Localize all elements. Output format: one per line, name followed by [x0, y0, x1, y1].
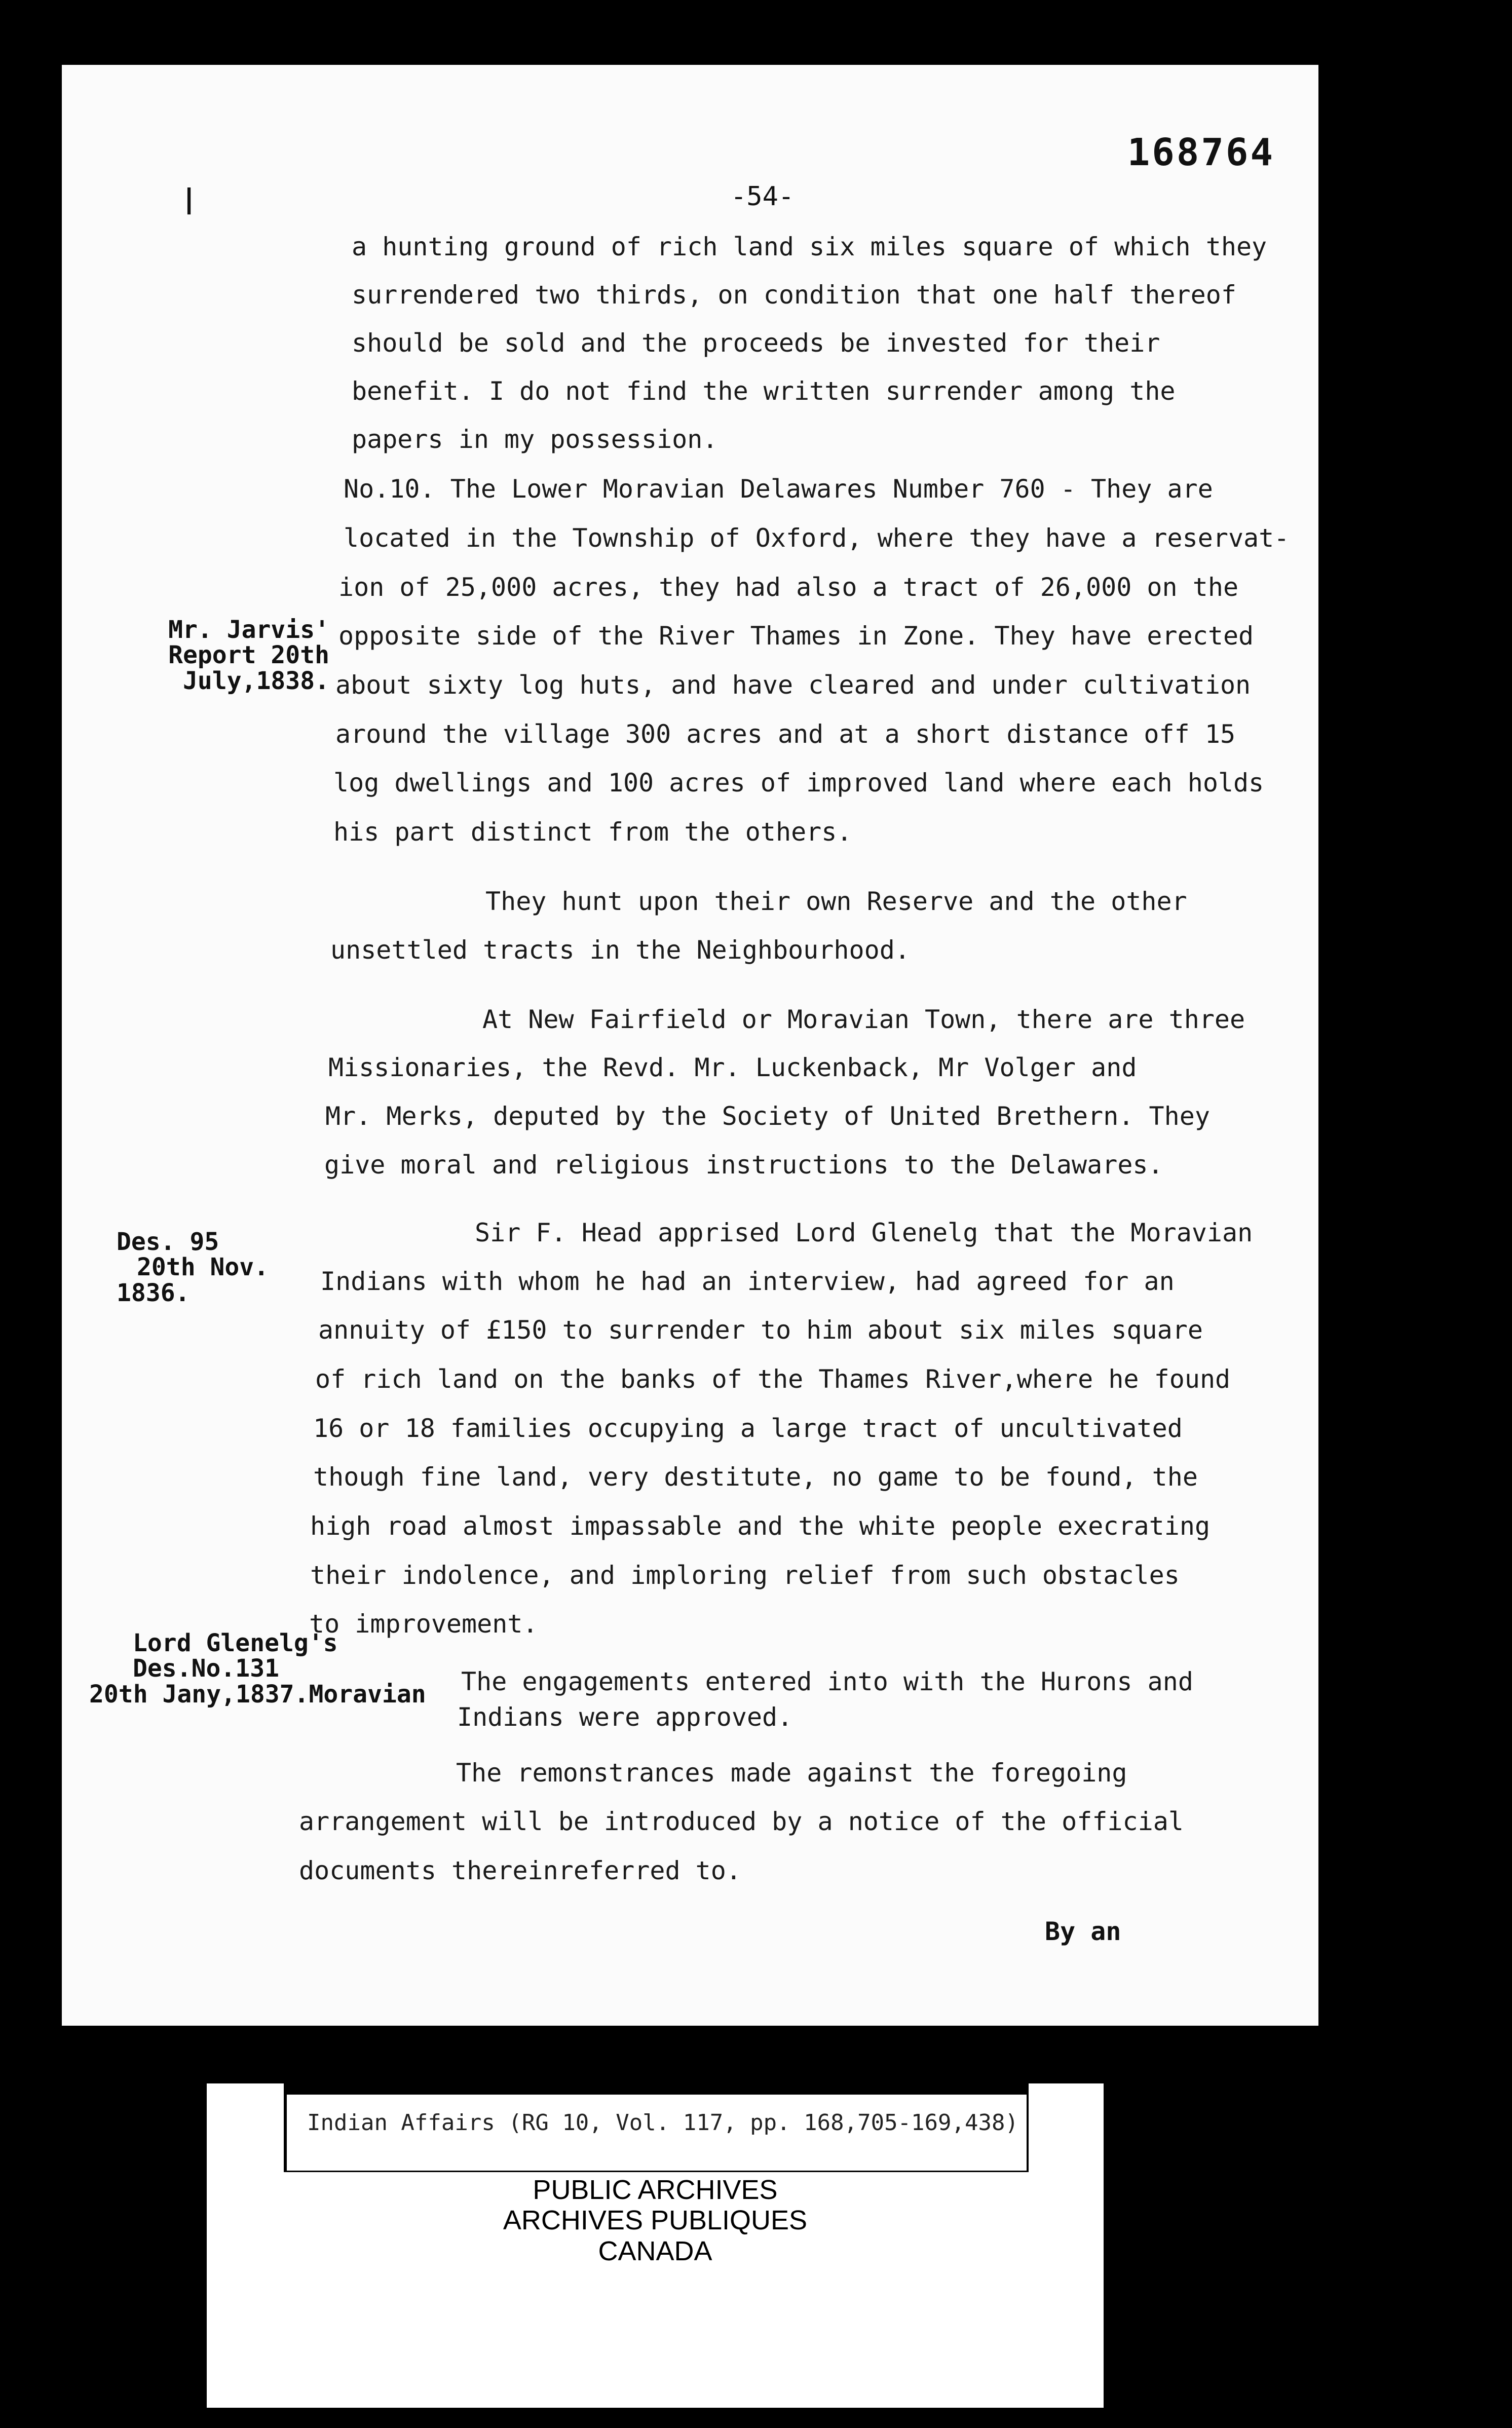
- margin-line: Report 20th: [168, 641, 329, 670]
- text-line: their indolence, and imploring relief from such obstacles: [310, 1561, 1180, 1590]
- text-line: located in the Township of Oxford, where they have a reservat-: [344, 523, 1290, 553]
- text-line: Indians were approved.: [457, 1702, 793, 1732]
- text-line: ion of 25,000 acres, they had also a tract of 26,000 on the: [338, 573, 1239, 602]
- text-line: log dwellings and 100 acres of improved land where each holds: [333, 768, 1264, 798]
- margin-note-jarvis: [137, 617, 329, 694]
- page-number: -54-: [731, 181, 795, 212]
- archive-title-line: CANADA: [598, 2235, 712, 2266]
- text-line: documents thereinreferred to.: [299, 1856, 741, 1885]
- text-line: They hunt upon their own Reserve and the other: [485, 887, 1187, 916]
- text-line: though fine land, very destitute, no game to be found, the: [313, 1462, 1198, 1492]
- text-line: The engagements entered into with the Hurons and: [461, 1667, 1193, 1696]
- margin-line: 20th Jany,1837.Moravian: [89, 1680, 426, 1709]
- margin-line: Lord Glenelg's: [133, 1629, 338, 1657]
- text-line: his part distinct from the others.: [333, 817, 852, 847]
- archive-title-line: PUBLIC ARCHIVES: [533, 2175, 778, 2205]
- text-line: benefit. I do not find the written surrender among the: [352, 376, 1176, 406]
- margin-line: 1836.: [117, 1278, 190, 1307]
- text-line: of rich land on the banks of the Thames River,where he found: [315, 1364, 1231, 1394]
- text-line: opposite side of the River Thames in Zone. They have erected: [338, 621, 1254, 651]
- text-line: a hunting ground of rich land six miles square of which they: [352, 232, 1267, 261]
- text-line: should be sold and the proceeds be invested for their: [352, 328, 1160, 358]
- text-line: unsettled tracts in the Neighbourhood.: [330, 935, 910, 965]
- text-line: No.10. The Lower Moravian Delawares Number 760 - They are: [344, 474, 1213, 504]
- margin-line: July,1838.: [183, 666, 329, 695]
- text-line: arrangement will be introduced by a notice of the official: [299, 1807, 1184, 1836]
- archive-label: [207, 2083, 1104, 2408]
- text-line: surrendered two thirds, on condition that one half thereof: [352, 280, 1236, 310]
- margin-line: Des.No.131: [133, 1654, 279, 1683]
- text-line: Sir F. Head apprised Lord Glenelg that the Moravian: [475, 1218, 1253, 1247]
- text-line: annuity of £150 to surrender to him about six miles square: [318, 1315, 1203, 1345]
- margin-note-glenelg: [89, 1630, 426, 1707]
- text-line: The remonstrances made against the foregoing: [456, 1758, 1127, 1788]
- text-line: around the village 300 acres and at a short distance off 15: [335, 719, 1236, 749]
- margin-line: Mr. Jarvis': [168, 616, 329, 644]
- text-line: 16 or 18 families occupying a large tract of uncultivated: [313, 1414, 1183, 1443]
- archive-reference: Indian Affairs (RG 10, Vol. 117, pp. 168,705-169,438): [287, 2095, 1027, 2171]
- catchword: By an: [1045, 1917, 1121, 1946]
- text-line: about sixty log huts, and have cleared and under cultivation: [335, 670, 1251, 700]
- text-line: At New Fairfield or Moravian Town, there are three: [482, 1005, 1245, 1034]
- text-line: to improvement.: [309, 1609, 538, 1639]
- text-line: Mr. Merks, deputed by the Society of United Brethern. They: [325, 1102, 1210, 1131]
- archive-title-line: ARCHIVES PUBLIQUES: [503, 2205, 808, 2236]
- text-line: papers in my possession.: [352, 425, 718, 454]
- text-line: give moral and religious instructions to the Delawares.: [324, 1150, 1163, 1180]
- text-line: Indians with whom he had an interview, had agreed for an: [320, 1267, 1175, 1296]
- margin-line: 20th Nov.: [137, 1253, 269, 1282]
- margin-note-des95: [117, 1229, 269, 1306]
- archive-title: [207, 2175, 1104, 2266]
- corner-mark: ا: [178, 181, 200, 223]
- text-line: high road almost impassable and the white people execrating: [310, 1511, 1211, 1541]
- archive-number-stamp: 168764: [1127, 131, 1275, 174]
- document-page: [62, 65, 1318, 2026]
- text-line: Missionaries, the Revd. Mr. Luckenback, Mr Volger and: [328, 1053, 1137, 1082]
- margin-line: Des. 95: [117, 1228, 219, 1256]
